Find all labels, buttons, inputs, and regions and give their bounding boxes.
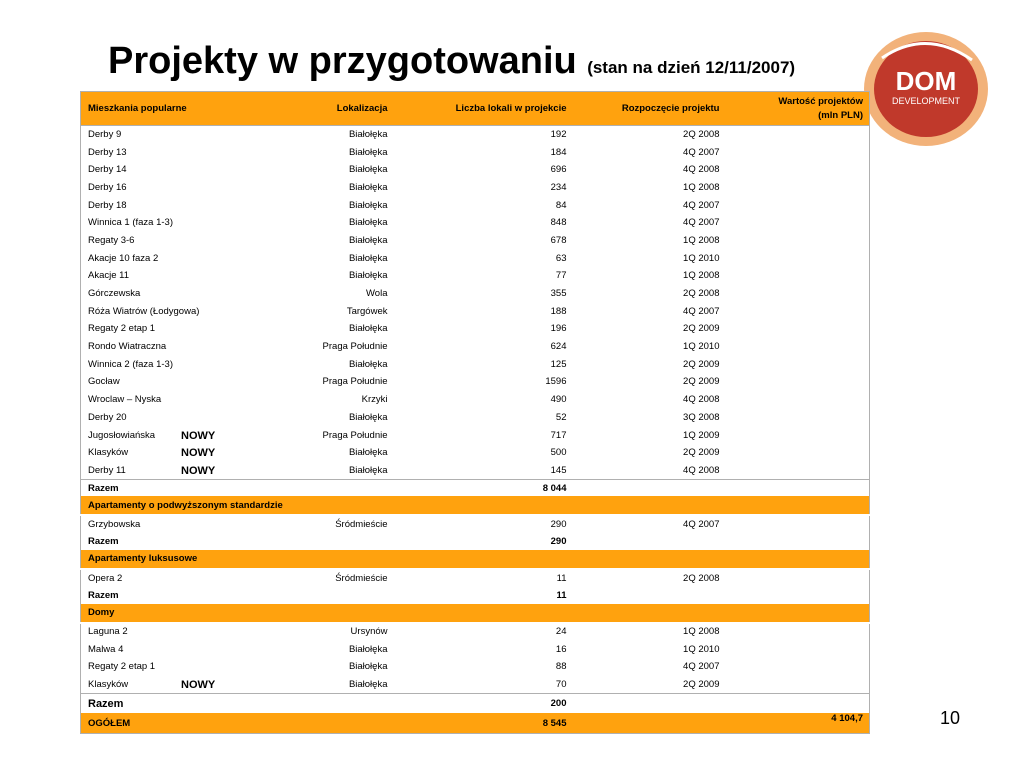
project-name: Derby 20 [88, 411, 127, 423]
project-start: 2Q 2009 [683, 376, 720, 388]
houses-total-row [81, 693, 870, 713]
project-value [726, 126, 870, 144]
project-start: 2Q 2009 [683, 678, 720, 690]
project-start: 4Q 2008 [683, 164, 720, 176]
project-start: 4Q 2008 [683, 464, 720, 476]
project-units: 717 [550, 429, 567, 441]
project-name: Grzybowska [88, 519, 141, 531]
project-location: Białołęka [348, 252, 388, 264]
project-name: Róża Wiatrów (Łodygowa) [88, 305, 200, 317]
project-name: Rondo Wiatraczna [88, 341, 167, 353]
logo-text-development: DEVELOPMENT [891, 96, 961, 106]
project-name: Derby 9 [88, 129, 122, 141]
table-row [81, 249, 870, 267]
project-location: Białołęka [348, 217, 388, 229]
total-units: 8 044 [542, 482, 567, 494]
project-start: 1Q 2009 [683, 429, 720, 441]
section-luxury-header [81, 550, 870, 569]
project-units: 848 [550, 217, 567, 229]
project-name: Wroclaw – Nyska [88, 394, 162, 406]
table-row [81, 285, 870, 303]
project-location: Praga Południe [322, 341, 388, 353]
project-value [726, 302, 870, 320]
project-units: 24 [555, 626, 567, 638]
section-label: Apartamenty luksusowe [81, 550, 394, 569]
project-location: Wola [366, 288, 388, 300]
project-value [726, 143, 870, 161]
project-start: 2Q 2009 [683, 323, 720, 335]
project-units: 70 [555, 678, 567, 690]
project-start: 2Q 2008 [683, 129, 720, 141]
project-units: 500 [550, 447, 567, 459]
total-label: Razem [88, 697, 124, 710]
header-units: Liczba lokali w projekcie [394, 92, 573, 126]
project-location: Białołęka [348, 129, 388, 141]
table-row [81, 214, 870, 232]
project-units: 11 [556, 572, 567, 584]
grand-total-value: 4 104,7 [726, 713, 870, 733]
table-row [81, 462, 870, 480]
project-start: 2Q 2008 [683, 288, 720, 300]
table-row [81, 355, 870, 373]
table-row [81, 640, 870, 658]
project-start: 1Q 2008 [683, 270, 720, 282]
project-value [726, 676, 870, 694]
project-value [726, 267, 870, 285]
project-location: Ursynów [350, 626, 388, 638]
new-badge: NOWY [181, 447, 216, 460]
table-row [81, 569, 870, 587]
project-name: Laguna 2 [88, 626, 128, 638]
project-value [726, 232, 870, 250]
project-value [726, 214, 870, 232]
project-location: Krzyki [361, 394, 388, 406]
project-start: 1Q 2008 [683, 181, 720, 193]
project-location: Targówek [346, 305, 388, 317]
project-location: Białołęka [348, 234, 388, 246]
table-row [81, 161, 870, 179]
section-label: Apartamenty o podwyższonym standardzie [81, 496, 394, 515]
project-location: Białołęka [348, 661, 388, 673]
luxury-total-row [81, 587, 870, 604]
project-location: Białołęka [348, 358, 388, 370]
project-location: Białołęka [348, 464, 388, 476]
project-location: Białołęka [348, 270, 388, 282]
project-value [726, 391, 870, 409]
project-units: 184 [550, 146, 567, 158]
project-name: Derby 14 [88, 164, 127, 176]
project-name: Winnica 1 (faza 1-3) [88, 217, 174, 229]
total-units: 200 [550, 698, 567, 710]
table-row [81, 338, 870, 356]
project-value [726, 249, 870, 267]
table-row [81, 409, 870, 427]
new-badge: NOWY [181, 429, 216, 442]
project-units: 125 [550, 358, 567, 370]
header-value-label: Wartość projektów [778, 96, 863, 107]
project-location: Białołęka [348, 447, 388, 459]
project-value [726, 373, 870, 391]
table-header-row [81, 92, 870, 126]
table-row [81, 179, 870, 197]
header-popular: Mieszkania popularne [81, 92, 264, 126]
project-location: Białołęka [348, 199, 388, 211]
project-location: Białołęka [348, 323, 388, 335]
page-title [108, 40, 795, 83]
project-start: 1Q 2008 [683, 234, 720, 246]
project-value [726, 320, 870, 338]
section-label: Domy [81, 604, 394, 623]
grand-total-label: OGÓŁEM [81, 713, 264, 733]
project-location: Śródmieście [335, 519, 388, 531]
project-value [726, 444, 870, 462]
project-location: Białołęka [348, 181, 388, 193]
project-name: Derby 18 [88, 199, 127, 211]
project-value [726, 426, 870, 444]
project-location: Praga Południe [322, 376, 388, 388]
total-label: Razem [88, 482, 119, 494]
project-name: Jugosłowiańska [88, 429, 156, 441]
project-name: Opera 2 [88, 572, 123, 584]
table-row [81, 676, 870, 694]
project-units: 696 [550, 164, 567, 176]
table-row [81, 426, 870, 444]
project-value [726, 658, 870, 676]
project-start: 1Q 2008 [683, 626, 720, 638]
project-name: Regaty 2 etap 1 [88, 323, 156, 335]
project-name: Derby 13 [88, 146, 127, 158]
project-units: 678 [550, 234, 567, 246]
project-units: 290 [550, 519, 567, 531]
project-name: Akacje 10 faza 2 [88, 252, 159, 264]
section-premium-header [81, 496, 870, 515]
table-row [81, 232, 870, 250]
project-units: 145 [550, 464, 567, 476]
projects-table [80, 91, 870, 734]
header-location: Lokalizacja [264, 92, 394, 126]
project-location: Białołęka [348, 411, 388, 423]
project-value [726, 338, 870, 356]
project-location: Śródmieście [335, 572, 388, 584]
table-row [81, 515, 870, 533]
grand-total-row [81, 713, 870, 733]
project-start: 3Q 2008 [683, 411, 720, 423]
project-value [726, 355, 870, 373]
project-name: Górczewska [88, 288, 141, 300]
project-start: 1Q 2010 [683, 252, 720, 264]
title-main: Projekty w przygotowaniu [108, 40, 577, 82]
project-name: Klasyków [88, 447, 129, 459]
header-value [726, 92, 870, 126]
project-value [726, 161, 870, 179]
table-row [81, 623, 870, 641]
project-value [726, 623, 870, 641]
table-row [81, 444, 870, 462]
total-units: 11 [556, 589, 567, 601]
project-units: 234 [550, 181, 567, 193]
project-units: 624 [550, 341, 567, 353]
project-name: Winnica 2 (faza 1-3) [88, 358, 174, 370]
project-start: 4Q 2007 [683, 661, 720, 673]
project-start: 2Q 2009 [683, 447, 720, 459]
project-units: 355 [550, 288, 567, 300]
project-units: 192 [550, 129, 567, 141]
total-units: 290 [550, 535, 567, 547]
project-units: 196 [550, 323, 567, 335]
table-row [81, 391, 870, 409]
project-start: 1Q 2010 [683, 643, 720, 655]
project-start: 4Q 2007 [683, 305, 720, 317]
section-houses-header [81, 604, 870, 623]
project-name: Gocław [88, 376, 120, 388]
new-badge: NOWY [181, 678, 216, 691]
table-row [81, 126, 870, 144]
project-name: Akacje 11 [88, 270, 130, 282]
table-row [81, 196, 870, 214]
project-start: 1Q 2010 [683, 341, 720, 353]
project-units: 16 [555, 643, 567, 655]
project-start: 2Q 2008 [683, 572, 720, 584]
project-units: 52 [555, 411, 567, 423]
grand-total-units: 8 545 [394, 713, 573, 733]
project-units: 490 [550, 394, 567, 406]
project-name: Malwa 4 [88, 643, 124, 655]
project-location: Białołęka [348, 643, 388, 655]
popular-total-row [81, 479, 870, 496]
table-row [81, 302, 870, 320]
project-value [726, 285, 870, 303]
project-location: Białołęka [348, 678, 388, 690]
logo-text-dom: DOM [895, 66, 957, 96]
table-row [81, 267, 870, 285]
project-start: 4Q 2007 [683, 146, 720, 158]
project-units: 1596 [545, 376, 567, 388]
table-row [81, 658, 870, 676]
table-row [81, 143, 870, 161]
title-date: (stan na dzień 12/11/2007) [587, 58, 796, 77]
project-start: 4Q 2007 [683, 519, 720, 531]
project-units: 188 [550, 305, 567, 317]
project-name: Derby 16 [88, 181, 127, 193]
project-units: 88 [555, 661, 567, 673]
total-label: Razem [88, 589, 119, 601]
project-location: Białołęka [348, 146, 388, 158]
project-units: 63 [555, 252, 567, 264]
project-location: Białołęka [348, 164, 388, 176]
project-value [726, 409, 870, 427]
project-name: Klasyków [88, 678, 129, 690]
project-name: Regaty 2 etap 1 [88, 661, 156, 673]
dom-development-logo [862, 30, 990, 148]
project-value [726, 196, 870, 214]
table-row [81, 320, 870, 338]
page-number: 10 [940, 708, 961, 728]
premium-total-row [81, 533, 870, 550]
project-start: 2Q 2009 [683, 358, 720, 370]
header-value-unit: (mln PLN) [818, 110, 863, 121]
project-name: Derby 11 [88, 464, 126, 476]
total-label: Razem [88, 535, 119, 547]
project-name: Regaty 3-6 [88, 234, 135, 246]
new-badge: NOWY [181, 464, 216, 477]
project-start: 4Q 2008 [683, 394, 720, 406]
project-start: 4Q 2007 [683, 199, 720, 211]
project-start: 4Q 2007 [683, 217, 720, 229]
project-location: Praga Południe [322, 429, 388, 441]
project-units: 77 [555, 270, 567, 282]
project-value [726, 462, 870, 480]
project-units: 84 [555, 199, 567, 211]
project-value [726, 640, 870, 658]
table-row [81, 373, 870, 391]
header-start: Rozpoczęcie projektu [573, 92, 726, 126]
project-value [726, 179, 870, 197]
